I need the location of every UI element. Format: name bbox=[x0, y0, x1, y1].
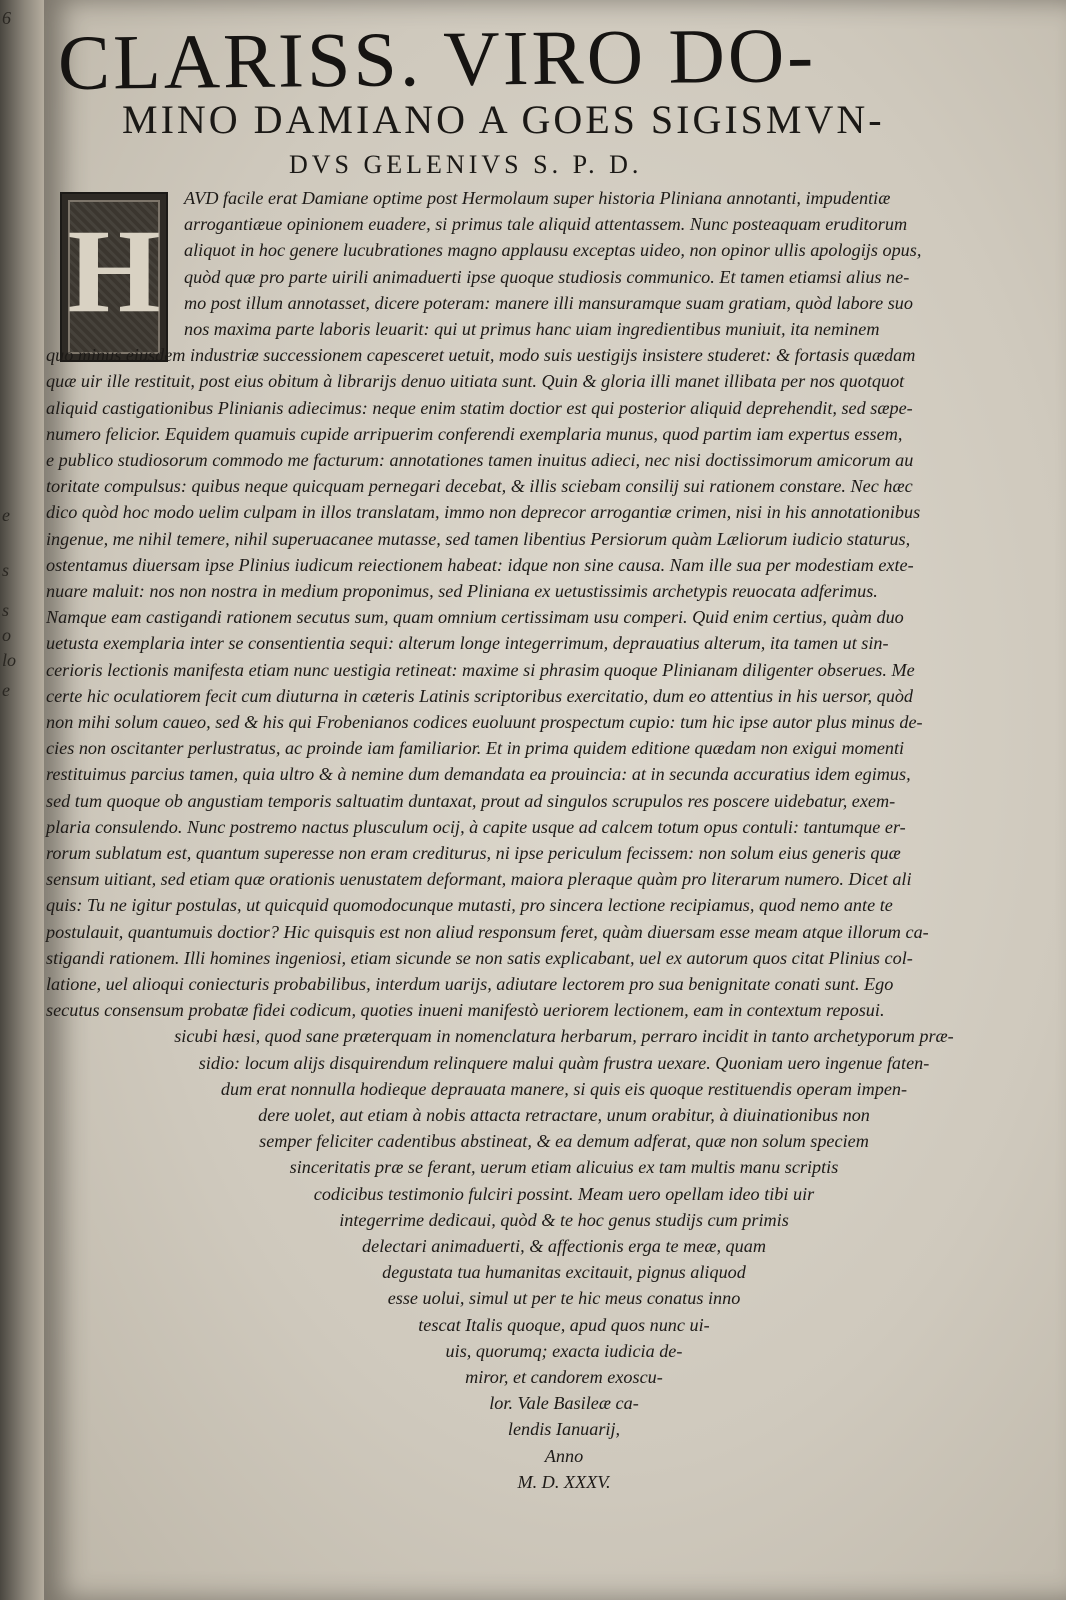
closing-line: sidio: locum alijs disquirendum relinquere malui quàm frustra uexare. Quoniam uero ingenue faten- bbox=[198, 1052, 930, 1073]
margin-glyph: 6 bbox=[2, 8, 11, 28]
heading-line-1: CLARISS. VIRO DO- bbox=[57, 11, 817, 106]
body-line: e publico studiosorum commodo me facturum: annotationes tamen inuitus adieci, nec nisi doctissimorum amicorum au bbox=[46, 450, 914, 470]
closing-line: sinceritatis præ se ferant, uerum etiam alicuius ex tam multis manu scriptis bbox=[289, 1157, 839, 1178]
closing-line: tescat Italis quoque, apud quos nunc ui- bbox=[418, 1314, 710, 1335]
closing-line: degustata tua humanitas excitauit, pignus aliquod bbox=[382, 1262, 746, 1283]
closing-line: codicibus testimonio fulciri possint. Meam uero opellam ideo tibi uir bbox=[313, 1183, 815, 1204]
body-line: quo minus eiusdem industriæ successionem capesceret uetuit, modo suis uestigijs insistere studeret: & fortasis quædam bbox=[46, 345, 916, 366]
body-line: latione, uel alioqui coniecturis probabilibus, interdum uarijs, adiutare lectorem pro sua benignitate conati sunt. Ego bbox=[46, 974, 894, 994]
body-line: nos maxima parte laboris leuarit: qui ut primus hanc uiam ingredientibus muniuit, ita neminem bbox=[184, 319, 880, 339]
body-line: secutus consensum probatæ fidei codicum, quoties inueni manifestò ueriorem lectionem, eam in contextum reposui. bbox=[46, 1000, 885, 1021]
closing-line: M. D. XXXV. bbox=[517, 1471, 611, 1492]
closing-line: miror, et candorem exoscu- bbox=[465, 1367, 663, 1387]
body-line: uetusta exemplaria inter se consentientia sequi: alterum longe integerrimum, deprauatius alterum, ita tamen ut sin- bbox=[46, 633, 889, 654]
body-line: cerioris lectionis manifesta etiam nunc uestigia retineat: maxime si phrasim quoque Plinianam diligenter obserues. Me bbox=[46, 659, 915, 680]
heading-line-2: MINO DAMIANO A GOES SIGISMVN- bbox=[122, 97, 885, 142]
body-line: aliquid castigationibus Plinianis adiecimus: neque enim statim doctior est qui posterior aliquid deprehendit, sed sæpe- bbox=[46, 397, 913, 418]
closing-line: delectari animaduerti, & affectionis erga te meæ, quam bbox=[362, 1236, 766, 1256]
body-line: sensum uitiant, sed etiam quæ orationis uenustatem deformant, maiora pleraque quàm pro literarum numero. Dicet ali bbox=[46, 869, 912, 890]
margin-glyph: e bbox=[2, 680, 10, 700]
closing-line: semper feliciter cadentibus abstineat, & ea demum adferat, quæ non solum speciem bbox=[259, 1131, 869, 1152]
body-line: plaria consulendo. Nunc postremo nactus plusculum ocij, à capite usque ad calcem totum opus contuli: tantumque er- bbox=[46, 816, 906, 837]
heading-line-3: DVS GELENIVS S. P. D. bbox=[289, 150, 643, 179]
body-line: ingenue, me nihil temere, nihil superuacanee mutasse, sed tamen libentius Persiorum quàm Læliorum iudicio staturus, bbox=[46, 528, 911, 549]
body-line: restituimus parcius tamen, quia ultro & à nemine dum demandata ea prouincia: at in secunda accuratius idem egimus, bbox=[46, 764, 911, 785]
closing-line: sicubi hæsi, quod sane præterquam in nomenclatura herbarum, perraro incidit in tanto archetyporum præ- bbox=[174, 1026, 954, 1047]
body-line: mo post illum annotasset, dicere poteram: manere illi mansuramque suam gratiam, quòd labore suo bbox=[184, 292, 913, 313]
body-line: quæ uir ille restituit, post eius obitum à librarijs denuo uitiata sunt. Quin & gloria illi manet illibata per nos quotquot bbox=[46, 371, 905, 392]
body-line: rorum sublatum est, quantum superesse non eram crediturus, ni ipse periculum fecissem: non solum eius generis quæ bbox=[46, 843, 901, 863]
margin-glyph: lo bbox=[2, 650, 17, 670]
closing-line: Anno bbox=[544, 1445, 584, 1466]
body-line: aliquot in hoc genere lucubrationes magno applausu exceptas uideo, non opinor ullis apologijs opus, bbox=[184, 240, 922, 261]
body-line: Namque eam castigandi rationem secutus sum, quam omnium certissimam usu comperi. Quid enim certius, quàm duo bbox=[46, 607, 904, 628]
closing-line: dum erat nonnulla hodieque deprauata manere, si quis eis quoque restituendis operam impen- bbox=[220, 1078, 908, 1099]
body-line: toritate compulsus: quibus neque quicquam pernegari decebat, & illis sciebam consilij sui rationem constare. Nec hæc bbox=[46, 476, 913, 497]
closing-line: esse uolui, simul ut per te hic meus conatus inno bbox=[387, 1288, 741, 1309]
closing-line: lendis Ianuarij, bbox=[507, 1419, 621, 1440]
body-line: non mihi solum caueo, sed & his qui Frobenianos codices euoluunt prospectum cupio: tum hic ipse autor plus minus de- bbox=[46, 712, 923, 732]
body-line: cies non oscitanter perlustratus, ac proinde iam familiarior. Et in prima quidem editione quædam non exigui momenti bbox=[46, 738, 905, 759]
body-line: sed tum quoque ob angustiam temporis saltuatim duntaxat, prout ad singulos scrupulos res poscere uidebatur, exem- bbox=[46, 790, 896, 811]
initial-letter: H bbox=[67, 204, 161, 337]
closing-line: lor. Vale Basileæ ca- bbox=[489, 1393, 639, 1414]
book-gutter bbox=[0, 0, 44, 1600]
body-line: ostentamus diuersam ipse Plinius iudicum reiectionem habeat: idque non sine causa. Nam ille sua per modestiam exte- bbox=[46, 554, 914, 575]
body-line: stigandi rationem. Illi homines ingeniosi, etiam sicunde se non satis explicabant, uel ex autorum quos citat Plinius col- bbox=[46, 947, 913, 968]
closing-line: integerrime dedicaui, quòd & te hoc genus studijs cum primis bbox=[339, 1209, 789, 1230]
body-line: quòd quæ pro parte uirili animaduerti ipse quoque studiosis communico. Et tamen etiamsi alius ne- bbox=[184, 266, 910, 287]
margin-glyph: o bbox=[2, 625, 11, 645]
body-line: certe hic oculatiorem fecit cum diuturna in cæteris Latinis scriptoribus exercitatio, dum eo attentius in his uersor, quòd bbox=[46, 685, 914, 706]
body-line: numero felicior. Equidem quamuis cupide arripuerim conferendi exemplaria munus, quod partim iam expertus essem, bbox=[46, 423, 903, 444]
closing-line: dere uolet, aut etiam à nobis attacta retractare, unum orabitur, à diuinationibus non bbox=[258, 1105, 870, 1125]
body-line: AVD facile erat Damiane optime post Hermolaum super historia Pliniana annotanti, impudentiæ bbox=[184, 188, 891, 208]
body-line: quis: Tu ne igitur postulas, ut quicquid quomodocunque mutasti, pro sincera lectione recipiamus, quod nemo ante te bbox=[46, 895, 893, 916]
body-line: dico quòd hoc modo uelim culpam in illos translatam, immo non deprecor arrogantiæ crimen, nisi in his annotationibus bbox=[46, 502, 921, 523]
body-line: nuare maluit: nos non nostra in medium proponimus, sed Pliniana ex uetustissimis archetypis reuocata adferimus. bbox=[46, 581, 878, 601]
body-line: arrogantiæue opinionem euadere, si primus tale aliquid attentassem. Nunc posteaquam eruditorum bbox=[184, 214, 908, 235]
decorated-initial bbox=[60, 192, 168, 362]
margin-glyph: e bbox=[2, 505, 10, 525]
margin-glyph: s bbox=[2, 560, 10, 580]
body-line: postulauit, quantumuis doctior? Hic quisquis est non aliud responsum feret, quàm diuersam esse meam atque illorum ca- bbox=[46, 921, 929, 942]
closing-line: uis, quorumq; exacta iudicia de- bbox=[445, 1340, 683, 1361]
book-page bbox=[44, 0, 1066, 1600]
margin-glyph: s bbox=[2, 600, 10, 620]
